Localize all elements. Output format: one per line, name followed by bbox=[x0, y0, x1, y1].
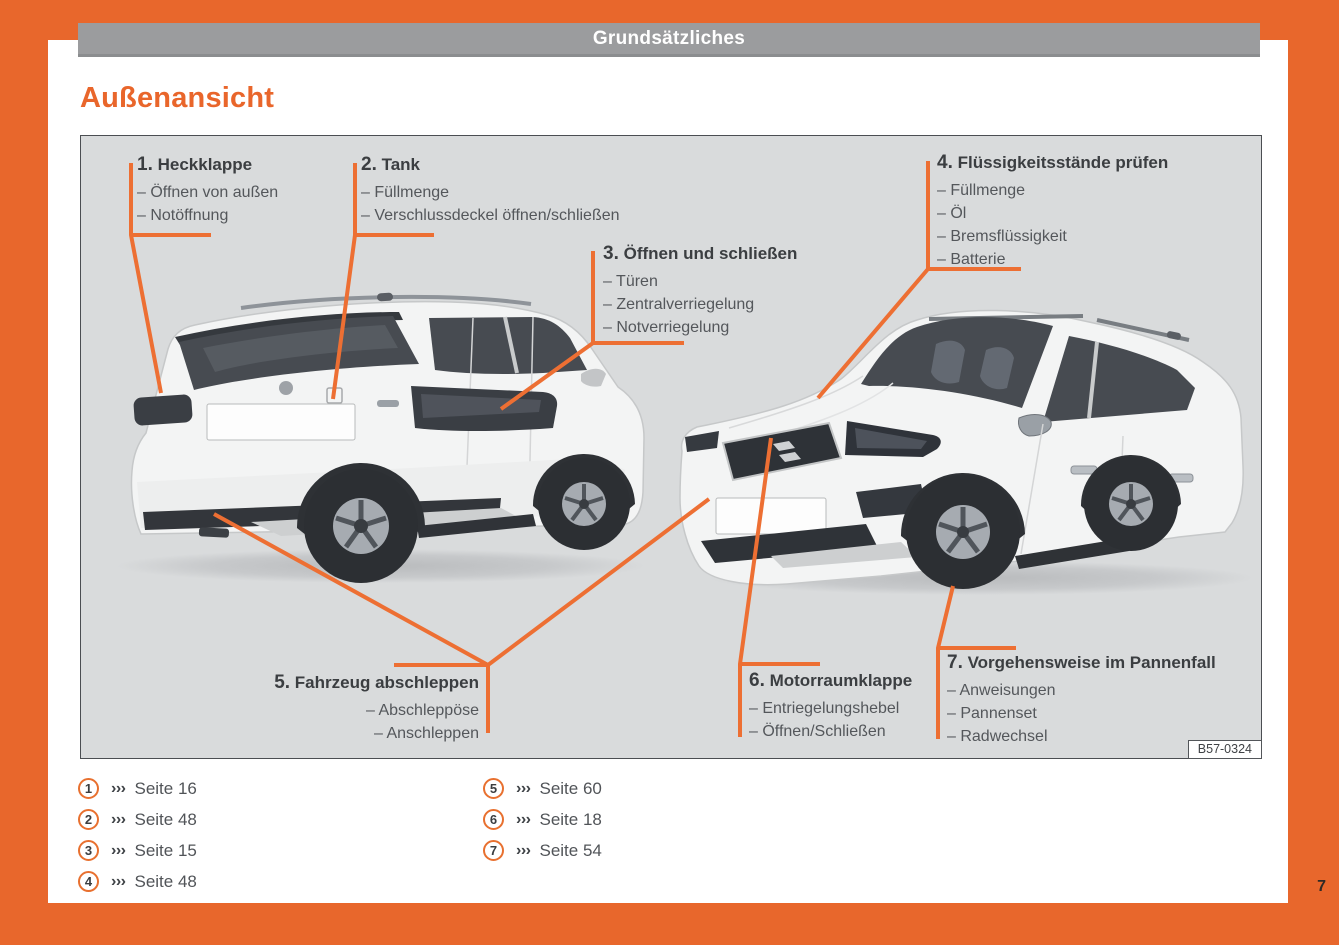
reference-list bbox=[78, 773, 1078, 905]
reference-arrows: ››› bbox=[516, 810, 531, 828]
callout-4 bbox=[937, 152, 1168, 271]
reference-column-left bbox=[78, 773, 197, 897]
reference-item bbox=[78, 835, 197, 866]
callout-item: – Entriegelungshebel bbox=[749, 700, 900, 717]
callout-title-text: Motorraumklappe bbox=[769, 671, 913, 690]
callout-title bbox=[937, 152, 1168, 174]
callout-number: 1. bbox=[137, 154, 153, 175]
callout-item: – Öl bbox=[937, 205, 967, 222]
callout-item: – Batterie bbox=[937, 251, 1006, 268]
reference-item bbox=[78, 773, 197, 804]
reference-arrows: ››› bbox=[111, 872, 126, 890]
reference-item bbox=[78, 804, 197, 835]
reference-arrows: ››› bbox=[111, 810, 126, 828]
callout-1 bbox=[137, 154, 278, 227]
reference-page-label: Seite 15 bbox=[134, 840, 197, 860]
reference-arrows: ››› bbox=[111, 779, 126, 797]
callout-number: 4. bbox=[937, 152, 953, 173]
callout-title bbox=[947, 652, 1216, 674]
chapter-header: Grundsätzliches bbox=[78, 23, 1260, 57]
reference-number-badge: 5 bbox=[483, 778, 504, 799]
callout-number: 2. bbox=[361, 154, 377, 175]
reference-item bbox=[78, 866, 197, 897]
front-car-illustration bbox=[680, 310, 1253, 595]
callout-item: – Verschlussdeckel öffnen/schließen bbox=[361, 207, 620, 224]
reference-page-label: Seite 18 bbox=[539, 809, 602, 829]
callout-item: – Füllmenge bbox=[361, 184, 450, 201]
callout-title-text: Heckklappe bbox=[157, 155, 253, 174]
reference-number-badge: 6 bbox=[483, 809, 504, 830]
reference-item bbox=[483, 773, 602, 804]
callout-title-text: Tank bbox=[381, 155, 421, 174]
reference-number-badge: 1 bbox=[78, 778, 99, 799]
reference-number-badge: 3 bbox=[78, 840, 99, 861]
callout-number: 7. bbox=[947, 652, 963, 673]
callout-item: – Abschleppöse bbox=[366, 702, 479, 719]
callout-7 bbox=[947, 652, 1216, 748]
callout-item: – Zentralverriegelung bbox=[603, 296, 755, 313]
callout-title bbox=[749, 670, 912, 692]
callout-6 bbox=[749, 670, 912, 743]
callout-5 bbox=[274, 672, 479, 745]
callout-number: 3. bbox=[603, 243, 619, 264]
callout-title bbox=[603, 243, 797, 265]
callout-title-text: Fahrzeug abschleppen bbox=[294, 673, 479, 692]
rear-car-illustration bbox=[117, 293, 645, 583]
callout-title bbox=[361, 154, 620, 176]
callout-number: 5. bbox=[274, 672, 291, 693]
reference-arrows: ››› bbox=[516, 779, 531, 797]
callout-item: – Notöffnung bbox=[137, 207, 229, 224]
page-sheet bbox=[48, 40, 1288, 903]
page-title: Außenansicht bbox=[80, 82, 275, 114]
callout-item: – Bremsflüssigkeit bbox=[937, 228, 1067, 245]
callout-title bbox=[137, 154, 278, 176]
page-number: 7 bbox=[1317, 878, 1326, 895]
callout-title-text: Vorgehensweise im Pannenfall bbox=[967, 653, 1216, 672]
reference-page-label: Seite 16 bbox=[134, 778, 197, 798]
reference-number-badge: 4 bbox=[78, 871, 99, 892]
reference-page-label: Seite 60 bbox=[539, 778, 602, 798]
reference-arrows: ››› bbox=[516, 841, 531, 859]
figure-panel bbox=[80, 135, 1262, 759]
callout-title-text: Öffnen und schließen bbox=[623, 244, 798, 263]
callout-title-text: Flüssigkeitsstände prüfen bbox=[957, 153, 1169, 172]
reference-page-label: Seite 48 bbox=[134, 809, 197, 829]
callout-item: – Pannenset bbox=[947, 705, 1037, 722]
callout-item: – Öffnen/Schließen bbox=[749, 723, 886, 740]
callout-title bbox=[274, 672, 479, 694]
reference-item bbox=[483, 804, 602, 835]
callout-item: – Anschleppen bbox=[374, 725, 479, 742]
figure-code: B57-0324 bbox=[1188, 740, 1262, 759]
reference-item bbox=[483, 835, 602, 866]
callout-item: – Türen bbox=[603, 273, 658, 290]
callout-item: – Radwechsel bbox=[947, 728, 1048, 745]
reference-number-badge: 7 bbox=[483, 840, 504, 861]
reference-arrows: ››› bbox=[111, 841, 126, 859]
callout-item: – Füllmenge bbox=[937, 182, 1026, 199]
callout-item: – Öffnen von außen bbox=[137, 184, 279, 201]
reference-column-right bbox=[483, 773, 602, 866]
callout-3 bbox=[603, 243, 797, 339]
callout-number: 6. bbox=[749, 670, 765, 691]
callout-item: – Notverriegelung bbox=[603, 319, 730, 336]
reference-page-label: Seite 54 bbox=[539, 840, 602, 860]
callout-2 bbox=[361, 154, 620, 227]
reference-page-label: Seite 48 bbox=[134, 871, 197, 891]
reference-number-badge: 2 bbox=[78, 809, 99, 830]
callout-item: – Anweisungen bbox=[947, 682, 1056, 699]
